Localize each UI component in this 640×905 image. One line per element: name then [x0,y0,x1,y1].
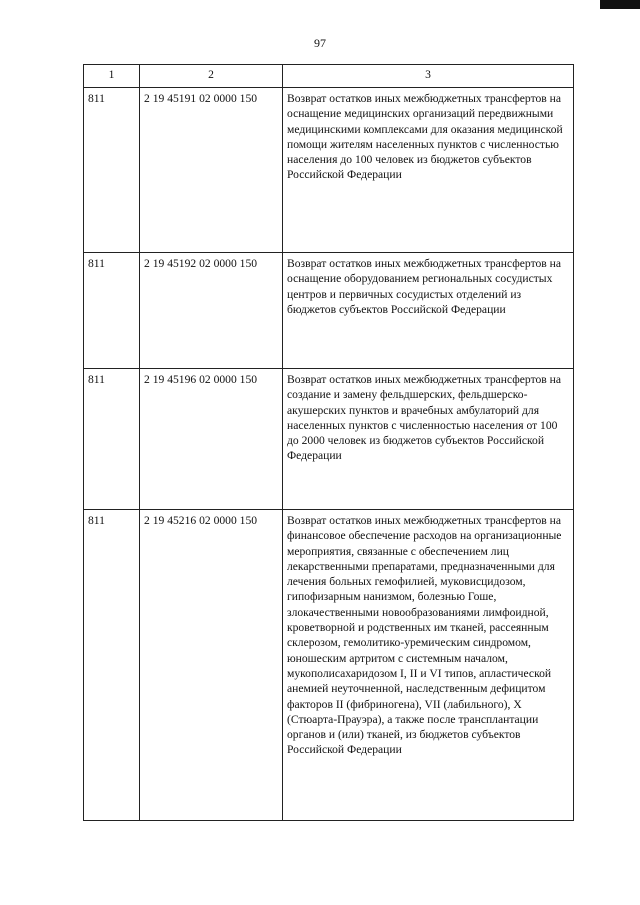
table-row [84,88,574,253]
income-code-cell: 2 19 45192 02 0000 150 [140,253,283,369]
income-code-cell: 2 19 45191 02 0000 150 [140,88,283,253]
admin-code-cell: 811 [84,510,140,821]
income-code-cell: 2 19 45216 02 0000 150 [140,510,283,821]
description-cell: Возврат остатков иных межбюджетных трансфертов на финансовое обеспечение расходов на организационные мероприятия, связанные с обеспечением лиц лекарственными препаратами, предназначенными для лечения больных гемофилией, муковисцидозом, гипофизарным нанизмом, болезнью Гоше, злокачественными новообразованиями лимфоидной, кроветворной и родственных им тканей, рассеянным склерозом, гемолитико-уремическим синдромом, юношеским артритом с системным началом, мукополисахаридозом I, II и VI типов, апластической анемией неуточненной, наследственным дефицитом факторов II (фибриногена), VII (лабильного), X (Стюарта-Прауэра), а также после трансплантации органов и (или) тканей, из бюджетов субъектов Российской Федерации [283,510,574,821]
admin-code-cell: 811 [84,369,140,510]
description-cell: Возврат остатков иных межбюджетных трансфертов на оснащение оборудованием региональных сосудистых центров и первичных сосудистых отделений из бюджетов субъектов Российской Федерации [283,253,574,369]
description-cell: Возврат остатков иных межбюджетных трансфертов на оснащение медицинских организаций передвижными медицинскими комплексами для оказания медицинской помощи жителям населенных пунктов с численностью населения до 100 человек из бюджетов субъектов Российской Федерации [283,88,574,253]
table-header-row [84,65,574,88]
table-row [84,253,574,369]
scan-corner-mark [600,0,640,9]
admin-code-cell: 811 [84,253,140,369]
column-header-1: 1 [84,65,140,88]
table-row [84,369,574,510]
budget-codes-table [83,64,574,821]
description-cell: Возврат остатков иных межбюджетных трансфертов на создание и замену фельдшерских, фельдшерско-акушерских пунктов и врачебных амбулаторий для населенных пунктов с численностью населения от 100 до 2000 человек из бюджетов субъектов Российской Федерации [283,369,574,510]
column-header-3: 3 [283,65,574,88]
column-header-2: 2 [140,65,283,88]
income-code-cell: 2 19 45196 02 0000 150 [140,369,283,510]
table-row [84,510,574,821]
admin-code-cell: 811 [84,88,140,253]
page-number: 97 [314,36,326,50]
